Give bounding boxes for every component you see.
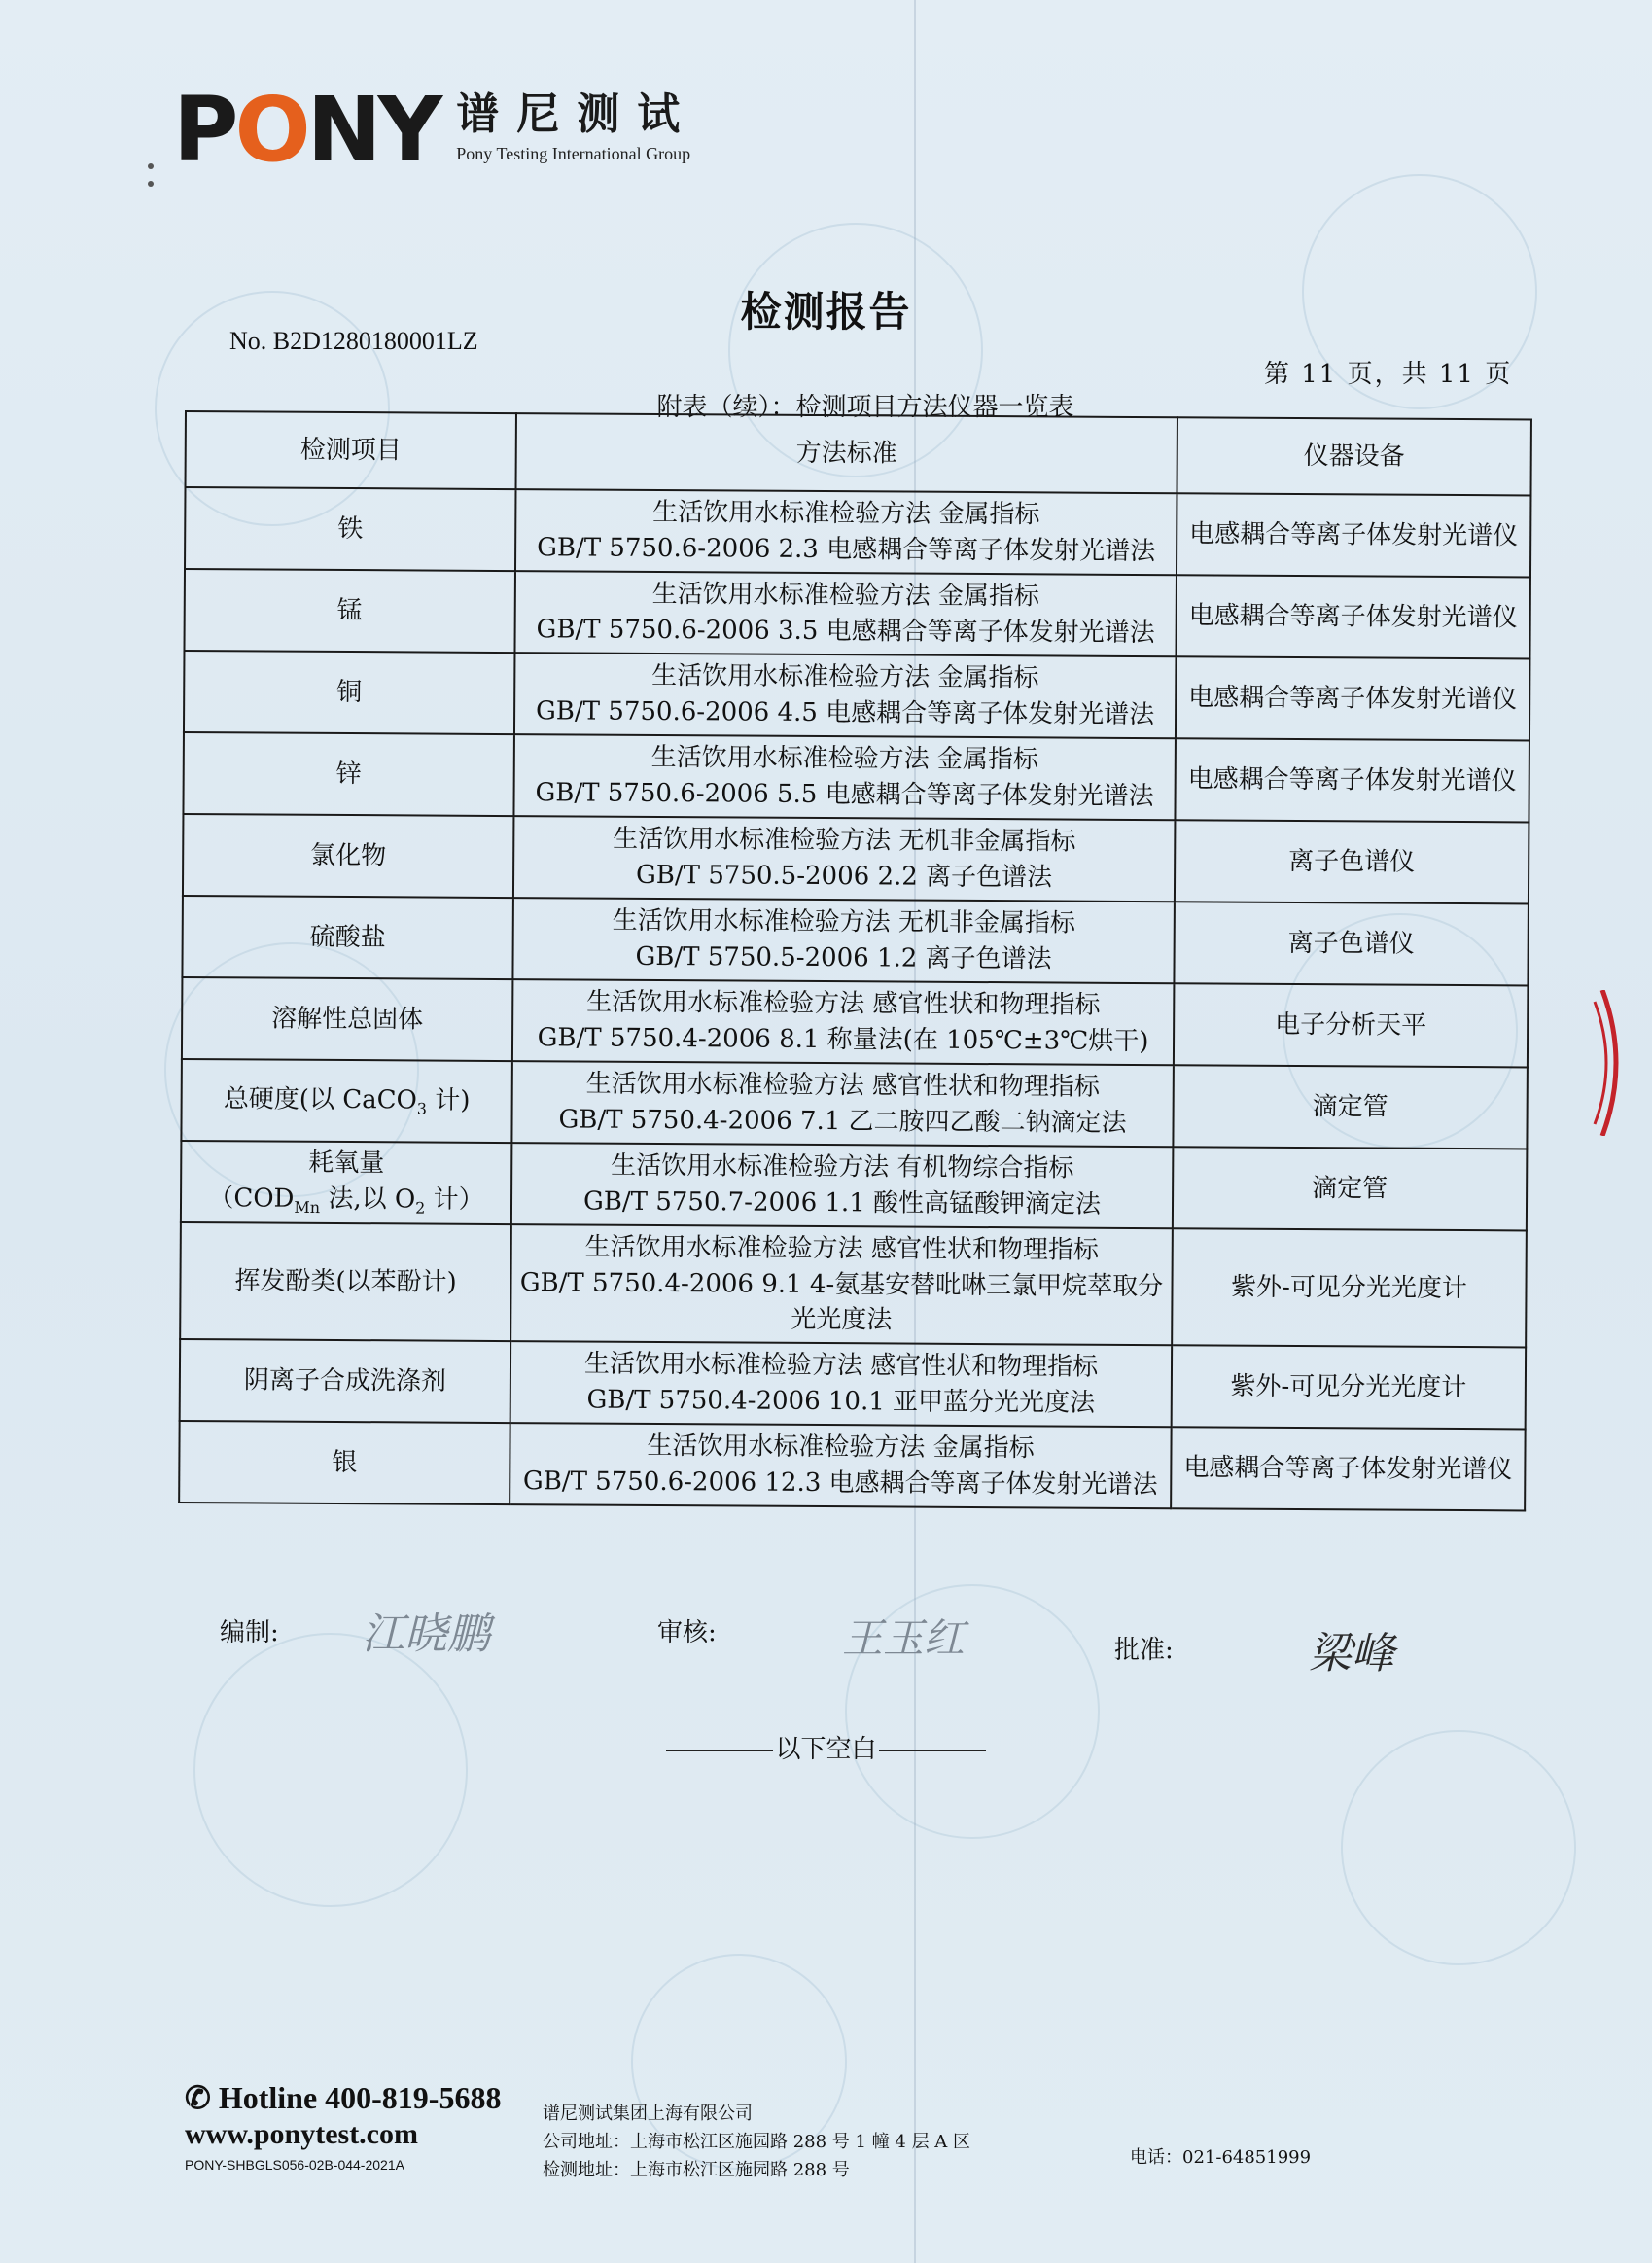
method-line: GB/T 5750.6-2006 4.5 电感耦合等离子体发射光谱法 (535, 696, 1155, 730)
method-cell (513, 734, 1176, 820)
subscript: 2 (415, 1198, 426, 1218)
method-cell (514, 653, 1177, 738)
method-line: GB/T 5750.6-2006 3.5 电感耦合等离子体发射光谱法 (536, 615, 1155, 649)
method-cell (512, 979, 1175, 1065)
method-line: 光光度法 (791, 1305, 893, 1335)
method-cell (513, 816, 1176, 902)
method-line: GB/T 5750.6-2006 5.5 电感耦合等离子体发射光谱法 (535, 778, 1154, 812)
method-line: GB/T 5750.4-2006 10.1 亚甲蓝分光光度法 (586, 1385, 1096, 1418)
item-text: 耗氧量 (308, 1148, 385, 1179)
method-cell (515, 489, 1177, 575)
method-cell (514, 571, 1177, 656)
method-line: GB/T 5750.4-2006 8.1 称量法(在 105℃±3℃烘干) (537, 1023, 1149, 1057)
method-line: GB/T 5750.5-2006 1.2 离子色谱法 (635, 941, 1052, 974)
item-cell: 银 (179, 1421, 510, 1504)
instrument-cell: 离子色谱仪 (1175, 820, 1529, 903)
company-logo (173, 78, 698, 182)
logo-english-name: Pony Testing International Group (456, 144, 691, 164)
method-line: 生活饮用水标准检验方法 感官性状和物理指标 (586, 987, 1101, 1020)
blank-below-text: 以下空白 (775, 1735, 877, 1764)
hotline: ✆ Hotline 400-819-5688 (185, 2080, 502, 2115)
table-row (182, 896, 1528, 985)
table-row (184, 651, 1529, 740)
instrument-cell: 离子色谱仪 (1174, 902, 1529, 985)
table-row (179, 1421, 1525, 1510)
compiler-label: 编制: (220, 1618, 279, 1647)
item-line2 (186, 1181, 507, 1220)
method-line: 生活饮用水标准检验方法 金属指标 (647, 1432, 1035, 1464)
table-row (182, 977, 1528, 1067)
reviewer-label: 审核: (657, 1618, 717, 1647)
company-info (543, 2101, 970, 2184)
method-line: GB/T 5750.4-2006 9.1 4-氨基安替吡啉三氯甲烷萃取分 (519, 1267, 1164, 1301)
method-line: GB/T 5750.5-2006 2.2 离子色谱法 (635, 860, 1053, 893)
methods-table (178, 410, 1530, 1511)
method-line: 生活饮用水标准检验方法 无机非金属指标 (613, 824, 1076, 857)
item-cell: 挥发酚类(以苯酚计) (180, 1222, 511, 1341)
document-title: 检测报告 (740, 288, 912, 336)
instrument-cell: 紫外-可见分光光度计 (1172, 1345, 1527, 1429)
phone-number: 电话：021-64851999 (1130, 2147, 1312, 2168)
table-row (181, 1141, 1527, 1230)
item-text: 计) (426, 1085, 471, 1115)
method-line: GB/T 5750.6-2006 2.3 电感耦合等离子体发射光谱法 (537, 533, 1156, 567)
table-row (185, 487, 1530, 577)
method-line: GB/T 5750.7-2006 1.1 酸性高锰酸钾滴定法 (582, 1186, 1102, 1220)
column-header: 仪器设备 (1177, 417, 1530, 495)
method-line: 生活饮用水标准检验方法 金属指标 (650, 743, 1039, 775)
dash-rule (666, 1750, 773, 1751)
table-row (180, 1222, 1527, 1347)
item-text: 法,以 O (320, 1184, 416, 1215)
approver-signature: 梁峰 (1309, 1629, 1394, 1679)
instrument-cell: 电感耦合等离子体发射光谱仪 (1176, 656, 1530, 740)
item-text: 计） (425, 1185, 484, 1215)
page-number: 第 11 页，共 11 页 (1264, 360, 1513, 389)
method-cell (511, 1143, 1174, 1228)
method-line: 生活饮用水标准检验方法 金属指标 (651, 661, 1039, 693)
punch-hole (148, 181, 154, 187)
instrument-cell: 紫外-可见分光光度计 (1172, 1228, 1527, 1347)
method-line: 生活饮用水标准检验方法 感官性状和物理指标 (585, 1069, 1100, 1102)
logo-wordmark: PONY (173, 78, 439, 182)
method-cell (510, 1224, 1173, 1345)
reviewer-signature: 王玉红 (842, 1614, 966, 1662)
method-line: 生活饮用水标准检验方法 有机物综合指标 (611, 1150, 1074, 1184)
instrument-cell: 滴定管 (1173, 1147, 1528, 1230)
column-header: 方法标准 (516, 413, 1177, 493)
method-line: GB/T 5750.6-2006 12.3 电感耦合等离子体发射光谱法 (522, 1467, 1158, 1501)
method-line: 生活饮用水标准检验方法 金属指标 (652, 498, 1040, 530)
website: www.ponytest.com (185, 2118, 418, 2150)
method-line: 生活饮用水标准检验方法 感官性状和物理指标 (584, 1232, 1099, 1265)
table-header-row (186, 411, 1531, 495)
instrument-cell: 电感耦合等离子体发射光谱仪 (1176, 575, 1530, 658)
method-cell (512, 898, 1175, 983)
instrument-cell: 电感耦合等离子体发射光谱仪 (1177, 493, 1531, 577)
item-cell (181, 1059, 512, 1143)
dash-rule (879, 1750, 986, 1751)
item-cell: 锰 (184, 569, 515, 653)
subscript: Mn (294, 1197, 321, 1218)
instrument-cell: 电感耦合等离子体发射光谱仪 (1175, 738, 1529, 822)
method-line: GB/T 5750.4-2006 7.1 乙二胺四乙酸二钠滴定法 (558, 1105, 1127, 1138)
compiler-signature: 江晓鹏 (362, 1609, 490, 1659)
instrument-cell: 电感耦合等离子体发射光谱仪 (1171, 1427, 1526, 1510)
subscript: 3 (416, 1099, 428, 1118)
test-address: 检测地址：上海市松江区施园路 288 号 (543, 2159, 850, 2180)
table-row (183, 814, 1529, 903)
punch-hole (148, 163, 154, 169)
method-line: 生活饮用水标准检验方法 金属指标 (651, 580, 1040, 612)
approver-label: 批准: (1114, 1636, 1174, 1665)
item-cell: 锌 (183, 732, 514, 816)
method-cell (510, 1341, 1173, 1427)
method-cell (511, 1061, 1174, 1147)
table-row (180, 1339, 1526, 1429)
item-cell: 硫酸盐 (182, 896, 513, 979)
logo-chinese-name: 谱尼测试 (456, 89, 698, 139)
table-row (183, 732, 1529, 822)
item-cell: 氯化物 (183, 814, 514, 898)
company-name: 谱尼测试集团上海有限公司 (543, 2104, 753, 2124)
report-number: No. B2D1280180001LZ (229, 327, 478, 355)
item-cell: 铜 (184, 651, 515, 734)
table-row (184, 569, 1529, 658)
item-cell (181, 1141, 512, 1224)
item-cell: 溶解性总固体 (182, 977, 513, 1061)
method-cell (510, 1423, 1172, 1508)
table-caption: 附表（续）：检测项目方法仪器一览表 (656, 393, 1074, 422)
form-code: PONY-SHBGLS056-02B-044-2021A (185, 2157, 404, 2173)
red-stamp-edge (1593, 990, 1632, 1136)
item-cell: 铁 (185, 487, 516, 571)
method-line: 生活饮用水标准检验方法 无机非金属指标 (612, 905, 1076, 938)
item-text: 总硬度(以 CaCO (223, 1083, 417, 1115)
instrument-cell: 电子分析天平 (1174, 983, 1529, 1067)
column-header: 检测项目 (186, 411, 516, 489)
item-cell: 阴离子合成洗涤剂 (180, 1339, 511, 1423)
blank-below-marker (0, 1729, 1652, 1765)
instrument-cell: 滴定管 (1173, 1065, 1528, 1149)
company-address: 公司地址：上海市松江区施园路 288 号 1 幢 4 层 A 区 (543, 2131, 971, 2152)
table-row (181, 1059, 1527, 1149)
method-line: 生活饮用水标准检验方法 感官性状和物理指标 (583, 1349, 1099, 1382)
item-text: （COD (208, 1184, 295, 1214)
